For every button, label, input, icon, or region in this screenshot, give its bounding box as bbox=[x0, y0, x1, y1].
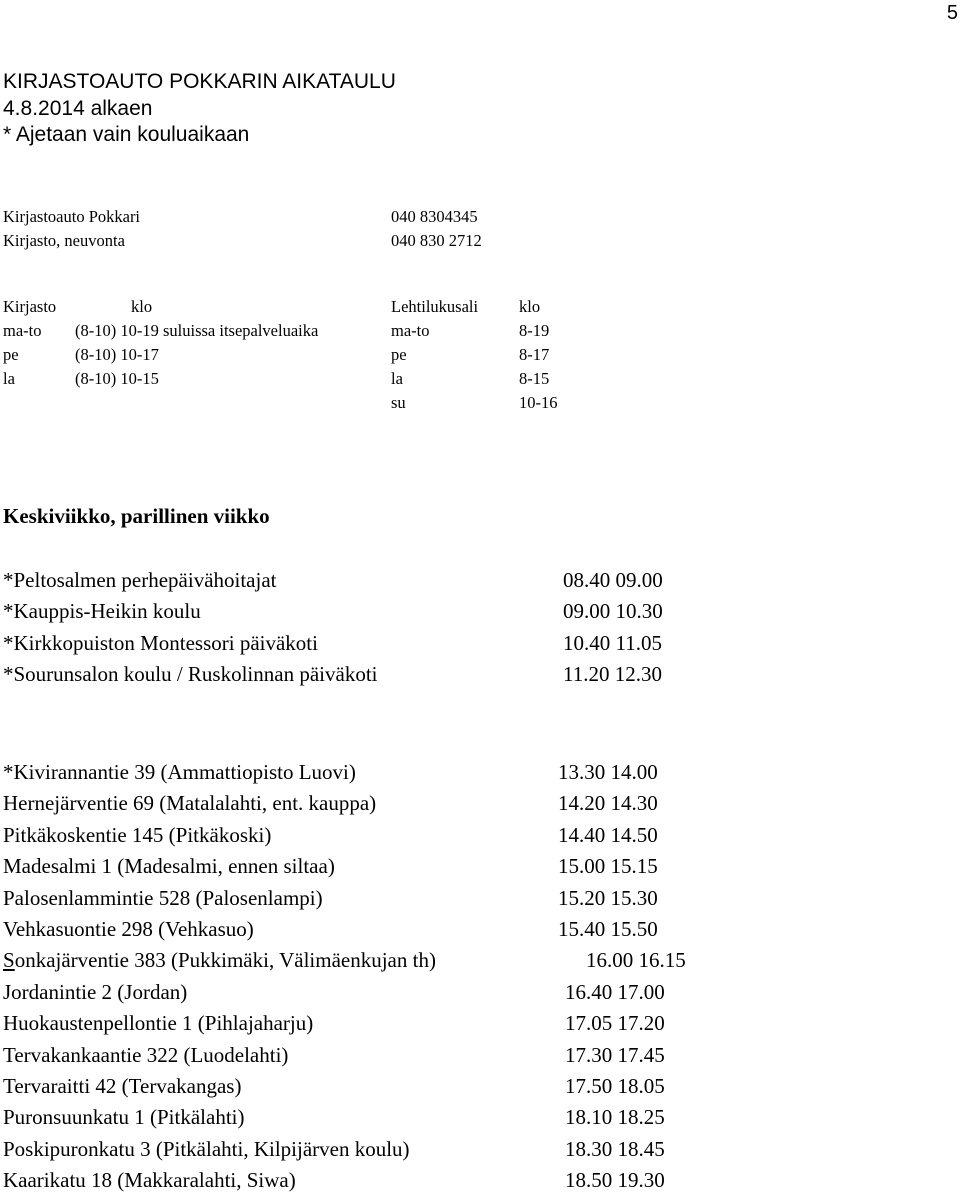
stop-time: 17.50 18.05 bbox=[565, 1073, 665, 1098]
stop-name bbox=[3, 945, 436, 976]
stop-name: Huokaustenpellontie 1 (Pihlajaharju) bbox=[3, 1011, 314, 1036]
contact-name: Kirjasto, neuvonta bbox=[3, 231, 125, 250]
stop-time: 09.00 10.30 bbox=[563, 599, 663, 624]
stop-time: 18.10 18.25 bbox=[565, 1105, 665, 1130]
contact-phone: 040 8304345 bbox=[391, 207, 478, 226]
hours-day: ma-to bbox=[3, 321, 42, 340]
reading-room-day: ma-to bbox=[391, 321, 430, 340]
stop-time: 18.30 18.45 bbox=[565, 1136, 665, 1161]
reading-room-day: la bbox=[391, 369, 403, 388]
page-number: 5 bbox=[946, 2, 958, 24]
stop-name: Kaarikatu 18 (Makkaralahti, Siwa) bbox=[3, 1168, 296, 1193]
stop-name: Tervaraitti 42 (Tervakangas) bbox=[3, 1073, 242, 1098]
stop-name: *Kauppis-Heikin koulu bbox=[3, 599, 201, 624]
effective-date: 4.8.2014 alkaen bbox=[3, 97, 153, 120]
contact-phone: 040 830 2712 bbox=[391, 231, 482, 250]
stop-name: Palosenlammintie 528 (Palosenlampi) bbox=[3, 885, 323, 910]
stop-time: 16.00 16.15 bbox=[586, 948, 686, 973]
stop-time: 15.20 15.30 bbox=[558, 885, 658, 910]
contact-name: Kirjastoauto Pokkari bbox=[3, 207, 141, 226]
stop-time: 17.30 17.45 bbox=[565, 1042, 665, 1067]
hours-time: (8-10) 10-15 bbox=[75, 369, 159, 388]
stop-time: 17.05 17.20 bbox=[565, 1011, 665, 1036]
stop-name: Tervakankaantie 322 (Luodelahti) bbox=[3, 1042, 289, 1067]
reading-room-time: 8-19 bbox=[519, 321, 550, 340]
stop-name: Vehkasuontie 298 (Vehkasuo) bbox=[3, 916, 254, 941]
reading-room-label: Lehtilukusali bbox=[391, 297, 479, 316]
library-klo-label: klo bbox=[131, 297, 153, 316]
stop-name: *Kirkkopuiston Montessori päiväkoti bbox=[3, 630, 318, 655]
reading-room-klo-label: klo bbox=[519, 297, 541, 316]
hours-day: pe bbox=[3, 345, 19, 364]
hours-time: (8-10) 10-17 bbox=[75, 345, 159, 364]
stop-time: 18.50 19.30 bbox=[565, 1168, 665, 1193]
hours-time: (8-10) 10-19 suluissa itsepalveluaika bbox=[75, 321, 319, 340]
library-label: Kirjasto bbox=[3, 297, 57, 316]
stop-name: *Kivirannantie 39 (Ammattiopisto Luovi) bbox=[3, 760, 356, 784]
reading-room-time: 8-15 bbox=[519, 369, 550, 388]
reading-room-day: su bbox=[391, 393, 406, 412]
stop-time: 14.20 14.30 bbox=[558, 791, 658, 816]
stop-name-initial: S bbox=[3, 948, 15, 973]
stop-name: Madesalmi 1 (Madesalmi, ennen siltaa) bbox=[3, 854, 335, 879]
stop-name: Puronsuunkatu 1 (Pitkälahti) bbox=[3, 1105, 245, 1130]
stop-name: Jordanintie 2 (Jordan) bbox=[3, 979, 188, 1004]
stop-name: Poskipuronkatu 3 (Pitkälahti, Kilpijärven koulu) bbox=[3, 1136, 410, 1161]
stop-time: 15.40 15.50 bbox=[558, 916, 658, 941]
stop-time: 11.20 12.30 bbox=[563, 662, 662, 687]
stop-time: 14.40 14.50 bbox=[558, 822, 658, 847]
stop-name-rest: onkajärventie 383 (Pukkimäki, Välimäenkujan th) bbox=[14, 948, 436, 973]
stop-time: 10.40 11.05 bbox=[563, 630, 662, 655]
stop-time: 15.00 15.15 bbox=[558, 854, 658, 879]
section-heading: Keskiviikko, parillinen viikko bbox=[3, 504, 270, 528]
school-time-note: * Ajetaan vain kouluaikaan bbox=[3, 123, 250, 146]
reading-room-time: 10-16 bbox=[519, 393, 558, 412]
hours-day: la bbox=[3, 369, 15, 388]
stop-name: Hernejärventie 69 (Matalalahti, ent. kauppa) bbox=[3, 791, 377, 816]
reading-room-day: pe bbox=[391, 345, 407, 364]
document-title: KIRJASTOAUTO POKKARIN AIKATAULU bbox=[3, 70, 396, 93]
stop-time: 16.40 17.00 bbox=[565, 979, 665, 1004]
stop-time: 13.30 14.00 bbox=[558, 760, 658, 784]
stop-time: 08.40 09.00 bbox=[563, 568, 663, 592]
reading-room-time: 8-17 bbox=[519, 345, 550, 364]
stop-name: *Peltosalmen perhepäivähoitajat bbox=[3, 568, 277, 592]
stop-name: Pitkäkoskentie 145 (Pitkäkoski) bbox=[3, 822, 272, 847]
stop-name: *Sourunsalon koulu / Ruskolinnan päiväkoti bbox=[3, 662, 378, 687]
